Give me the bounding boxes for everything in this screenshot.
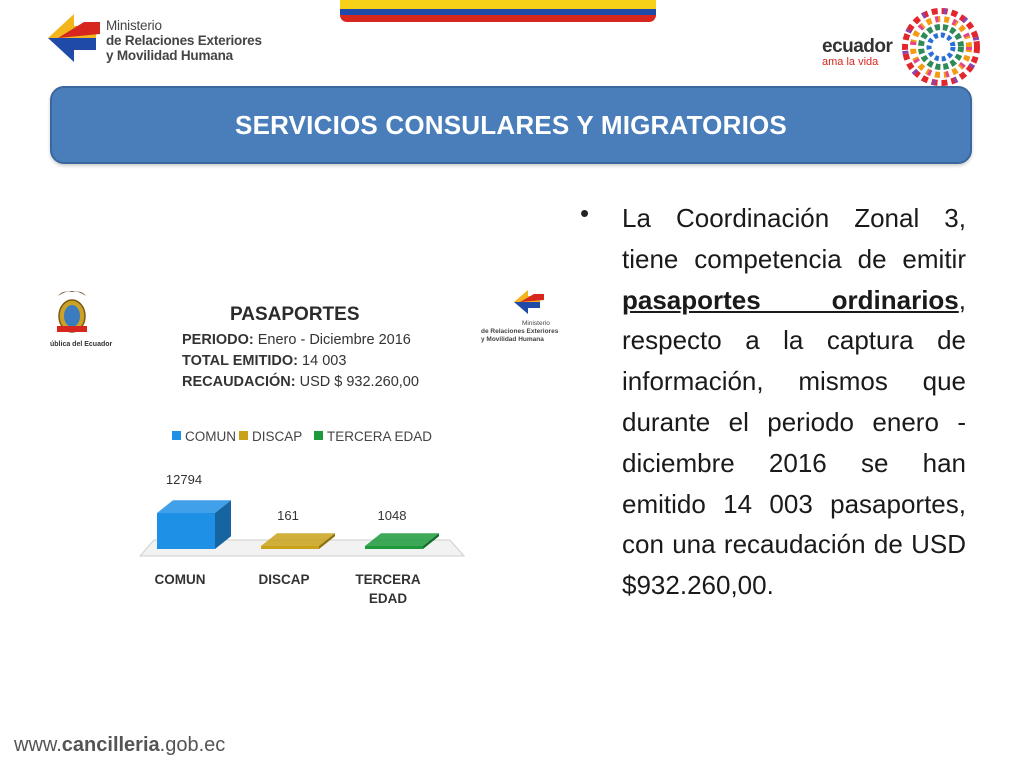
right-logo-line3: y Movilidad Humana	[481, 336, 544, 343]
chart-info-label: TOTAL EMITIDO:	[182, 353, 303, 369]
brand-tagline: ama la vida	[822, 56, 879, 68]
chart-info-line	[182, 332, 411, 348]
footer-domain: cancilleria	[61, 734, 160, 756]
category-label: COMUN	[154, 572, 206, 587]
left-logo-caption: ública del Ecuador	[50, 341, 113, 348]
bar-value-label: 12794	[165, 472, 203, 487]
legend-label: DISCAP	[252, 429, 303, 444]
bar-front	[261, 546, 319, 549]
ministry-logo	[44, 8, 284, 68]
chart-bars	[155, 472, 440, 606]
category-label: EDAD	[368, 591, 408, 606]
chart-info	[182, 332, 419, 390]
legend-label: TERCERA EDAD	[327, 429, 433, 444]
title-banner	[50, 86, 972, 164]
chart-info-value: Enero - Diciembre 2016	[257, 332, 411, 348]
ministry-line1: Ministerio	[106, 18, 162, 33]
chart-info-line	[182, 372, 419, 390]
bar-front	[157, 513, 215, 549]
legend-label: COMUN	[185, 429, 236, 444]
passports-chart	[44, 270, 584, 620]
bullet-dot-icon: •	[580, 198, 590, 228]
passports-chart-panel	[44, 270, 584, 620]
chart-legend	[172, 429, 432, 444]
sun-spiral-icon	[902, 8, 980, 86]
bullet-text	[622, 198, 966, 606]
footer-prefix: www.	[14, 734, 62, 756]
bar-value-label: 1048	[377, 508, 407, 523]
bullet-part2: , respecto a la captura de información, mismos que durante el periodo enero - diciembre 2016 se han emitido 14 003 pasaportes, con una recaudación de USD $932.260,00.	[622, 284, 966, 601]
flag-stripe	[340, 0, 656, 22]
footer-url	[14, 734, 225, 757]
legend-swatch	[172, 431, 181, 440]
chart-info-line	[182, 353, 346, 369]
coat-of-arms-icon	[57, 291, 87, 332]
right-logo-line2: de Relaciones Exteriores	[481, 328, 559, 335]
bullet-part1: La Coordinación Zonal 3, tiene competencia de emitir	[622, 203, 966, 274]
ministry-line2: de Relaciones Exteriores	[106, 33, 262, 48]
bullet-emphasis: pasaportes ordinarios	[622, 284, 959, 315]
bar-front	[365, 546, 423, 549]
ecuador-brand-logo	[822, 8, 982, 86]
category-label: TERCERA	[355, 572, 421, 587]
brand-word: ecuador	[822, 36, 893, 57]
legend-swatch	[314, 431, 323, 440]
banner-title: SERVICIOS CONSULARES Y MIGRATORIOS	[235, 109, 787, 140]
right-logo-line1: Ministerio	[522, 320, 550, 327]
ministry-mini-arrow-icon	[514, 290, 544, 314]
footer-suffix: .gob.ec	[159, 734, 226, 756]
legend-swatch	[239, 431, 248, 440]
category-label: DISCAP	[258, 572, 310, 587]
chart-title: PASAPORTES	[230, 304, 360, 325]
bar-value-label: 161	[277, 508, 299, 523]
chart-info-label: RECAUDACIÓN:	[182, 374, 300, 390]
chart-info-label: PERIODO:	[182, 332, 258, 348]
ministry-arrow-icon	[44, 8, 104, 68]
chart-info-value: 14 003	[302, 353, 347, 369]
chart-info-value: USD $ 932.260,00	[299, 374, 419, 390]
ministry-line3: y Movilidad Humana	[106, 48, 233, 63]
